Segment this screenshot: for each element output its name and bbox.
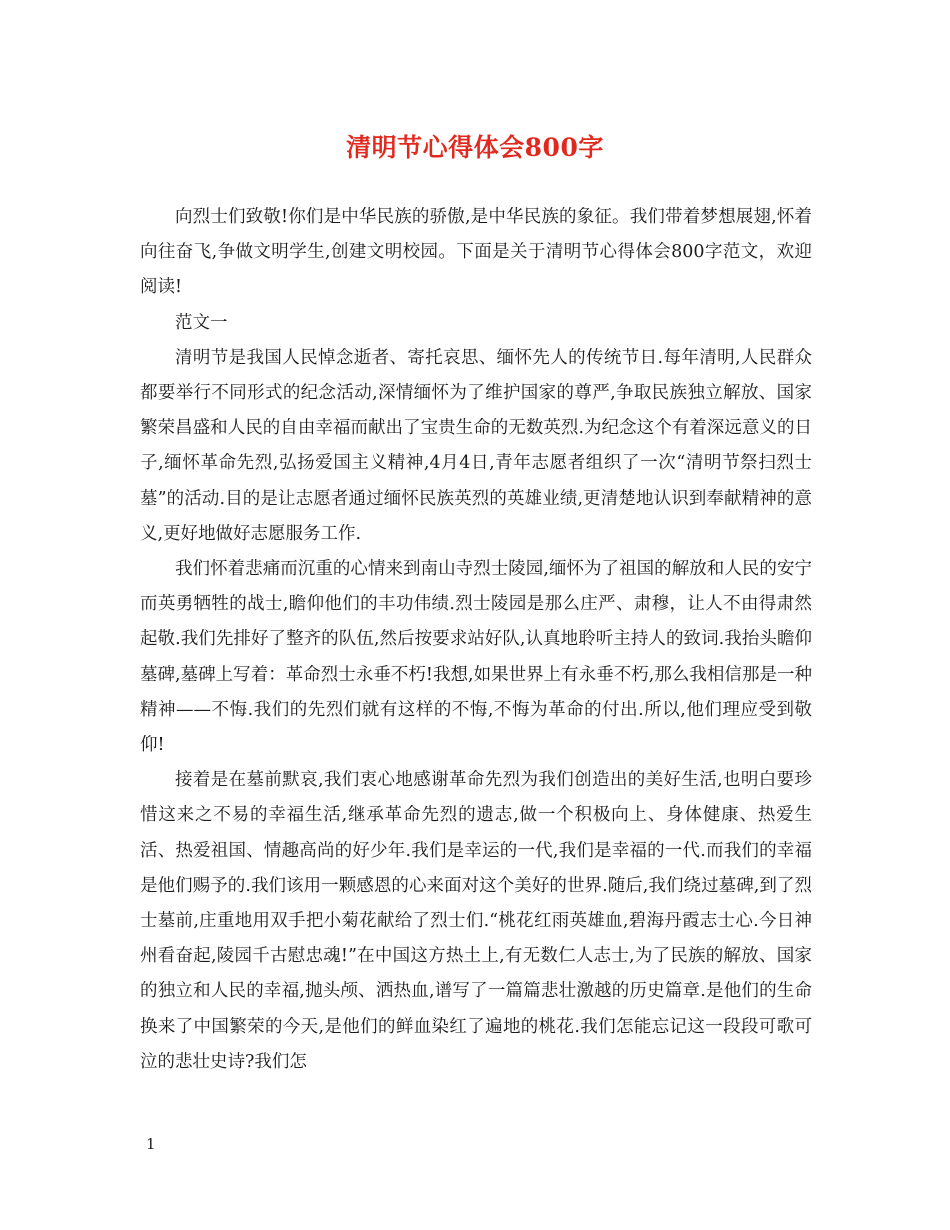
intro-paragraph: 向烈士们致敬!你们是中华民族的骄傲,是中华民族的象征。我们带着梦想展翅,怀着向往奋飞,争做文明学生,创建文明校园。下面是关于清明节心得体会800字范文，欢迎阅读! (140, 207, 812, 298)
body-paragraph: 接着是在墓前默哀,我们衷心地感谢革命先烈为我们创造出的美好生活,也明白要珍惜这来之不易的幸福生活,继承革命先烈的遗志,做一个积极向上、身体健康、热爱生活、热爱祖国、情趣高尚的好少年.我们是幸运的一代,我们是幸福的一代.而我们的幸福是他们赐予的.我们该用一颗感恩的心来面对这个美好的世界.随后,我们绕过墓碑,到了烈士墓前,庄重地用双手把小菊花献给了烈士们.“桃花红雨英雄血,碧海丹霞志士心.今日神州看奋起,陵园千古慰忠魂!”在中国这方热土上,有无数仁人志士,为了民族的解放、国家的独立和人民的幸福,抛头颅、洒热血,谱写了一篇篇悲壮激越的历史篇章.是他们的生命换来了中国繁荣的今天,是他们的鲜血染红了遍地的桃花.我们怎能忘记这一段段可歌可泣的悲壮史诗?我们怎 (140, 770, 812, 1072)
document-body (140, 200, 812, 1080)
section-heading: 范文一 (175, 312, 228, 333)
page-number: 1 (146, 1135, 156, 1153)
body-paragraph: 清明节是我国人民悼念逝者、寄托哀思、缅怀先人的传统节日.每年清明,人民群众都要举行不同形式的纪念活动,深情缅怀为了维护国家的尊严,争取民族独立解放、国家繁荣昌盛和人民的自由幸福而献出了宝贵生命的无数英烈.为纪念这个有着深远意义的日子,缅怀革命先烈,弘扬爱国主义精神,4月4日,青年志愿者组织了一次“清明节祭扫烈士墓”的活动.目的是让志愿者通过缅怀民族英烈的英雄业绩,更清楚地认识到奉献精神的意义,更好地做好志愿服务工作. (140, 347, 812, 544)
body-paragraph: 我们怀着悲痛而沉重的心情来到南山寺烈士陵园,缅怀为了祖国的解放和人民的安宁而英勇牺牲的战士,瞻仰他们的丰功伟绩.烈士陵园是那么庄严、肃穆，让人不由得肃然起敬.我们先排好了整齐的队伍,然后按要求站好队,认真地聆听主持人的致词.我抬头瞻仰墓碑,墓碑上写着：革命烈士永垂不朽!我想,如果世界上有永垂不朽,那么我相信那是一种精神——不悔.我们的先烈们就有这样的不悔,不悔为革命的付出.所以,他们理应受到敬仰! (140, 559, 812, 756)
page-title: 清明节心得体会800字 (346, 133, 604, 162)
